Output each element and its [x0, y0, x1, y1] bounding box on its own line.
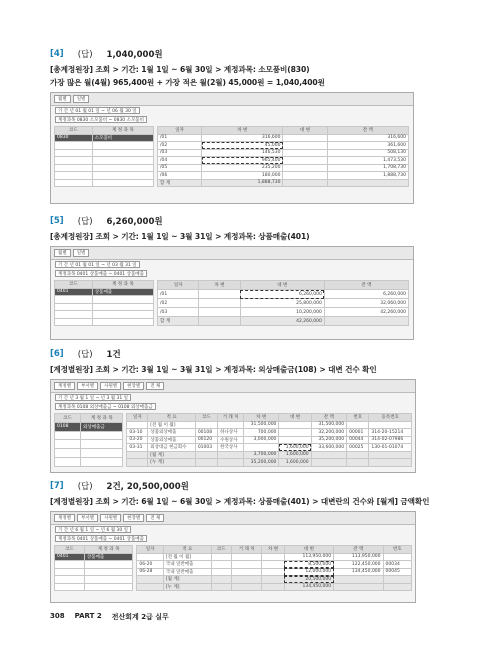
period-field[interactable]: 기 간 년 01 월 01 일 ~ 년 06 월 30 일 — [55, 107, 140, 114]
total-row: 합 계 1,888,730 — [158, 179, 409, 187]
question-number: [5] — [50, 216, 64, 226]
account-field[interactable]: 계정과목 0401 상품매출 ~ 0401 상품매출 — [55, 270, 147, 277]
tab-employee[interactable]: 사원별 — [100, 382, 121, 390]
period-field[interactable]: 기 간 년 6 월 1 일 ~ 년 6 월 30 일 — [55, 526, 131, 533]
explanation-line: [계정별원장] 조회 > 기간: 6월 1일 ~ 6월 30일 > 계정과목: 상품매출(401) > 대변란의 건수와 [월계] 금액확인 — [50, 497, 430, 506]
tab-department[interactable]: 부서별 — [77, 514, 98, 522]
table-row: /02 45,000 361,600 — [158, 142, 409, 150]
account-list: 코드 계 정 과 목 0401 상품매출 — [54, 545, 133, 591]
table-row: [누 계] 35,200,000 1,600,000 — [127, 459, 412, 467]
table-row: /06 180,000 1,888,730 — [158, 172, 409, 180]
tab-all[interactable]: 전 체 — [146, 514, 164, 522]
account-list: 코드 계 정 과 목 0401 상품매출 — [54, 280, 154, 326]
ledger-screenshot — [50, 246, 414, 340]
question-number: [7] — [50, 481, 64, 491]
table-row: [전 월 이 월] 113,950,000 113,950,000 — [137, 553, 412, 561]
table-row: 03-20 상품외상매출 00120 수원상사 3,000,000 35,200,000 00044 314-02-07986 — [127, 436, 412, 444]
answer-label: (답) — [77, 350, 93, 360]
ledger-table: 일자 적 요 코드 거 래 처 차 변 대 변 잔 액 번호 등록번호 [전 월 이 월] 31,500,000 31,500,000 03-10 상품외상매출 00108 하나상사 700,000 32,200,000 00001 314-20-15214 03-20 상품외상매출 00120 수원상사 3,000,000 35,200,000 00044 314-02-07986 03-31 외상대금 현금회수 01003 한국상사 1,600,000 33,600,000 00025 130-01-01074 [월 계] 3,700,000 1,600,000 [누 계] 35,200,000 1,600,000 — [126, 413, 412, 467]
section-5 — [50, 215, 490, 340]
account-list: 코드 계 정 과 목 0108 외상매출금 — [54, 413, 123, 467]
tab-monthly[interactable]: 월별 — [54, 95, 71, 103]
ledger-table: 일자 적 요 코드 거 래 처 차 변 대 변 잔 액 번호 [전 월 이 월] 113,950,000 113,950,000 06-20 국내 일반매출 8,500,000 122,450,000 00034 06-28 국내 일반매출 12,000,000 134,450,000 00045 [월 계] 20,500,000 [누 계] 134,450,000 — [136, 545, 412, 591]
table-row: /01 316,600 316,600 — [158, 134, 409, 142]
period-field[interactable]: 기 간 년 01 월 01 일 ~ 년 03 월 31 일 — [55, 261, 140, 268]
account-field[interactable]: 계정과목 0401 상품매출 ~ 0401 상품매출 — [55, 535, 147, 542]
table-row: 03-31 외상대금 현금회수 01003 한국상사 1,600,000 33,600,000 00025 130-01-01074 — [127, 444, 412, 452]
tab-daily[interactable]: 일별 — [73, 249, 90, 257]
account-field[interactable]: 계정과목 0108 외상매출금 ~ 0108 외상매출금 — [55, 403, 156, 410]
table-row: 03-10 상품외상매출 00108 하나상사 700,000 32,200,000 00001 314-20-15214 — [127, 429, 412, 437]
tab-monthly[interactable]: 월별 — [54, 249, 71, 257]
list-item[interactable]: 0108 외상매출금 — [55, 422, 123, 431]
table-row: 06-20 국내 일반매출 8,500,000 122,450,000 00034 — [137, 561, 412, 569]
period-field[interactable]: 기 간 년 3 월 1 일 ~ 년 3 월 31 일 — [55, 394, 131, 401]
answer-label: (답) — [77, 50, 93, 60]
tab-account[interactable]: 계정별 — [54, 514, 75, 522]
tab-site[interactable]: 현장별 — [123, 382, 144, 390]
tab-department[interactable]: 부서별 — [77, 382, 98, 390]
tab-daily[interactable]: 일별 — [73, 95, 90, 103]
account-list: 코드 계 정 과 목 0830 소모품비 — [54, 126, 154, 187]
explanation-line: [계정별원장] 조회 > 기간: 3월 1일 ~ 3월 31일 > 계정과목: 외상매출금(108) > 대변 건수 확인 — [50, 365, 377, 374]
page-number: 308 — [50, 612, 65, 620]
tab-all[interactable]: 전 체 — [146, 382, 164, 390]
table-row: /03 10,200,000 42,260,000 — [158, 308, 409, 317]
answer-value: 1건 — [106, 350, 121, 360]
table-row: /05 235,200 1,708,730 — [158, 164, 409, 172]
tab-employee[interactable]: 사원별 — [100, 514, 121, 522]
total-row: 합 계 42,260,000 — [158, 317, 409, 326]
question-number: [4] — [50, 49, 64, 59]
table-row: /01 6,260,000 6,260,000 — [158, 290, 409, 299]
list-item[interactable]: 0830 소모품비 — [55, 134, 154, 142]
section-4 — [50, 48, 490, 204]
answer-value: 6,260,000원 — [106, 217, 163, 227]
explanation-line: [총계정원장] 조회 > 기간: 1월 1일 ~ 3월 31일 > 계정과목: 상품매출(401) — [50, 232, 310, 241]
answer-value: 1,040,000원 — [106, 50, 163, 60]
table-row: /02 25,800,000 32,060,000 — [158, 299, 409, 308]
tab-site[interactable]: 현장별 — [123, 514, 144, 522]
answer-label: (답) — [77, 217, 93, 227]
ledger-table: 일자 차 변 대 변 잔 액 /01 6,260,000 6,260,000 /02 25,800,000 32,060,000 /03 10,200,000 42,260,000 합 계 42,260,000 — [157, 280, 409, 326]
answer-label: (답) — [77, 482, 93, 492]
question-number: [6] — [50, 349, 64, 359]
table-row: /04 965,400 1,473,530 — [158, 157, 409, 165]
ledger-table: 일자 차 변 대 변 잔 액 /01 316,600 316,600 /02 45,000 361,600 /03 146,530 508,130 /04 965,400 1,473,530 /05 235,200 1,708,730 /06 180,000 1,888,730 합 계 1,888,730 — [157, 126, 409, 187]
table-row: [월 계] 20,500,000 — [137, 576, 412, 584]
tab-account[interactable]: 계정별 — [54, 382, 75, 390]
table-row: [누 계] 134,450,000 — [137, 583, 412, 591]
part-label: PART 2 — [74, 612, 102, 620]
table-row: /03 146,530 508,130 — [158, 149, 409, 157]
page-footer — [50, 612, 169, 622]
table-row: [월 계] 3,700,000 1,600,000 — [127, 451, 412, 459]
ledger-screenshot — [50, 511, 416, 603]
account-field[interactable]: 계정과목 0830 소모품비 ~ 0830 소모품비 — [55, 116, 147, 123]
ledger-screenshot — [50, 92, 414, 204]
chapter-title: 전산회계 2급 실무 — [111, 613, 169, 621]
explanation-line: [총계정원장] 조회 > 기간: 1월 1일 ~ 6월 30일 > 계정과목: 소모품비(830) — [50, 65, 310, 74]
explanation-line: 가장 많은 월(4월) 965,400원 + 가장 적은 월(2월) 45,000원 = 1,040,400원 — [50, 78, 325, 87]
list-item[interactable]: 0401 상품매출 — [55, 553, 133, 561]
ledger-screenshot — [50, 379, 416, 473]
list-item[interactable]: 0401 상품매출 — [55, 288, 154, 296]
table-row: [전 월 이 월] 31,500,000 31,500,000 — [127, 421, 412, 429]
answer-value: 2건, 20,500,000원 — [106, 482, 189, 492]
section-7 — [50, 480, 490, 603]
table-row: 06-28 국내 일반매출 12,000,000 134,450,000 00045 — [137, 568, 412, 576]
section-6 — [50, 348, 490, 473]
